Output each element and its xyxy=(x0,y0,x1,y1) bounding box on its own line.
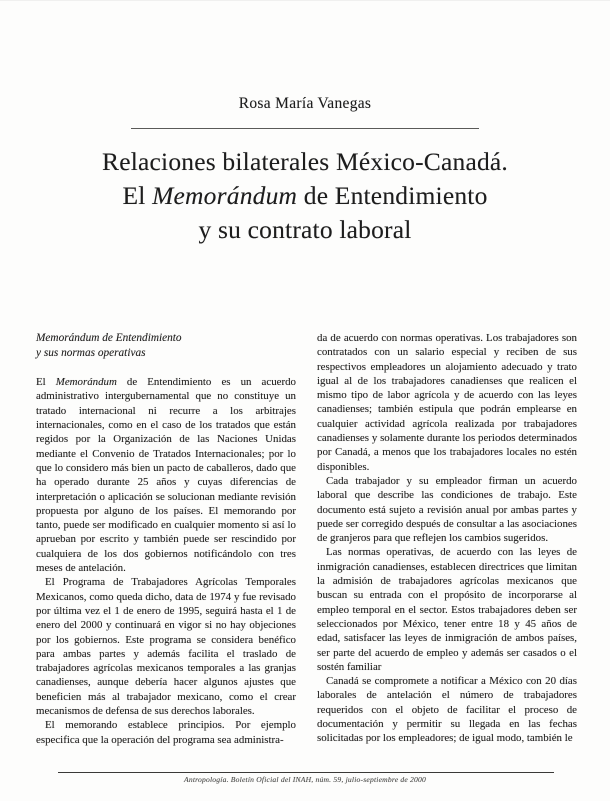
right-paragraph-4: Canadá se compromete a notificar a México con 20 días laborales de antelación el número de trabajadores requeridos con el objeto de facilitar el proceso de documentación y permitir su llegada en las fechas solicitadas por los empleadores; de igual modo, también le xyxy=(317,675,577,745)
left-paragraph-1-post: de Entendimiento es un acuerdo administrativo intergubernamental que no constituye un tratado internacional ni recurre a los arbitrajes internacionales, como en el caso de los tratados que están regidos por la Organización de las Naciones Unidas mediante el Convenio de Tratados Internacionales; por lo que lo considero más bien un pacto de caballeros, dado que ha operado durante 25 años y cuyas diferencias de interpretación o aplicación se solucionan mediante revisión propuesta por alguno de los países. El memorando por tanto, puede ser modificado en cualquier momento si así lo aprueban por escrito y también puede ser rescindido por cualquiera de los dos gobiernos notificándolo con tres meses de antelación. xyxy=(36,376,296,575)
body-columns xyxy=(36,331,577,747)
section-heading-line-1: Memorándum de Entendimiento xyxy=(36,332,182,344)
title-line-1: Relaciones bilaterales México-Canadá. xyxy=(101,147,509,176)
left-paragraph-3: El memorando establece principios. Por ejemplo especifica que la operación del programa sea administra- xyxy=(36,719,296,746)
right-paragraph-3: Las normas operativas, de acuerdo con las leyes de inmigración canadienses, establecen directrices que limitan la admisión de trabajadores agrícolas mexicanos que buscan su entrada con el propósito de incorporarse al empleo temporal en el sector. Estos trabajadores deben ser seleccionados por México, tener entre 18 y 45 años de edad, satisfacer las leyes de inmigración de ambos países, ser parte del acuerdo de empleo y además ser casados o el sostén familiar xyxy=(317,546,577,673)
right-paragraph-2: Cada trabajador y su empleador firman un acuerdo laboral que describe las condiciones de trabajo. Este documento está sujeto a revisión anual por ambas partes y puede ser corregido después de consultar a las asociaciones de granjeros para que reflejen los cambios sugeridos. xyxy=(317,474,577,545)
footer-divider xyxy=(58,772,554,773)
section-heading-line-2: y sus normas operativas xyxy=(36,346,146,359)
title-line-3: y su contrato laboral xyxy=(198,215,412,244)
right-paragraph-1: da de acuerdo con normas operativas. Los trabajadores son contratados con un salario especial y reciben de sus respectivos empleadores un alojamiento adecuado y trato igual al de los trabajadores canadienses que realicen el mismo tipo de labor agrícola y de acuerdo con las leyes canadienses; también estipula que podrán emplearse en cualquier actividad agrícola realizada por trabajadores canadienses y solamente durante los periodos determinados por Canadá, a menos que los trabajadores locales no estén disponibles. xyxy=(317,332,577,473)
left-column xyxy=(36,331,296,747)
title-line-2 xyxy=(0,179,610,213)
right-column xyxy=(317,331,577,747)
article-title xyxy=(0,145,610,247)
footer-citation: Antropología. Boletín Oficial del INAH, núm. 59, julio-septiembre de 2000 xyxy=(183,775,427,784)
title-line-2-pre: El xyxy=(122,181,153,210)
section-heading xyxy=(36,331,296,360)
left-paragraph-1 xyxy=(36,375,296,575)
author-name: Rosa María Vanegas xyxy=(238,95,372,112)
title-line-2-post: de Entendimiento xyxy=(297,181,488,210)
title-line-2-italic-word: Memorándum xyxy=(152,181,298,210)
left-paragraph-2: El Programa de Trabajadores Agrícolas Temporales Mexicanos, como queda dicho, data de 1974 y fue revisado por última vez el 1 de enero de 1995, seguirá hasta el 1 de enero del 2000 y continuará en vigor si no hay objeciones por los gobiernos. Este programa se considera benéfico para ambas partes y además facilita el traslado de trabajadores agrícolas mexicanos temporales a las granjas canadienses, aunque debería hacer algunos ajustes que beneficien más al trabajador mexicano, como el crear mecanismos de defensa de sus derechos laborales. xyxy=(36,576,296,718)
left-paragraph-1-pre: El xyxy=(36,376,56,389)
left-paragraph-1-italic-word: Memorándum xyxy=(55,376,117,389)
author-title-divider xyxy=(131,128,479,129)
